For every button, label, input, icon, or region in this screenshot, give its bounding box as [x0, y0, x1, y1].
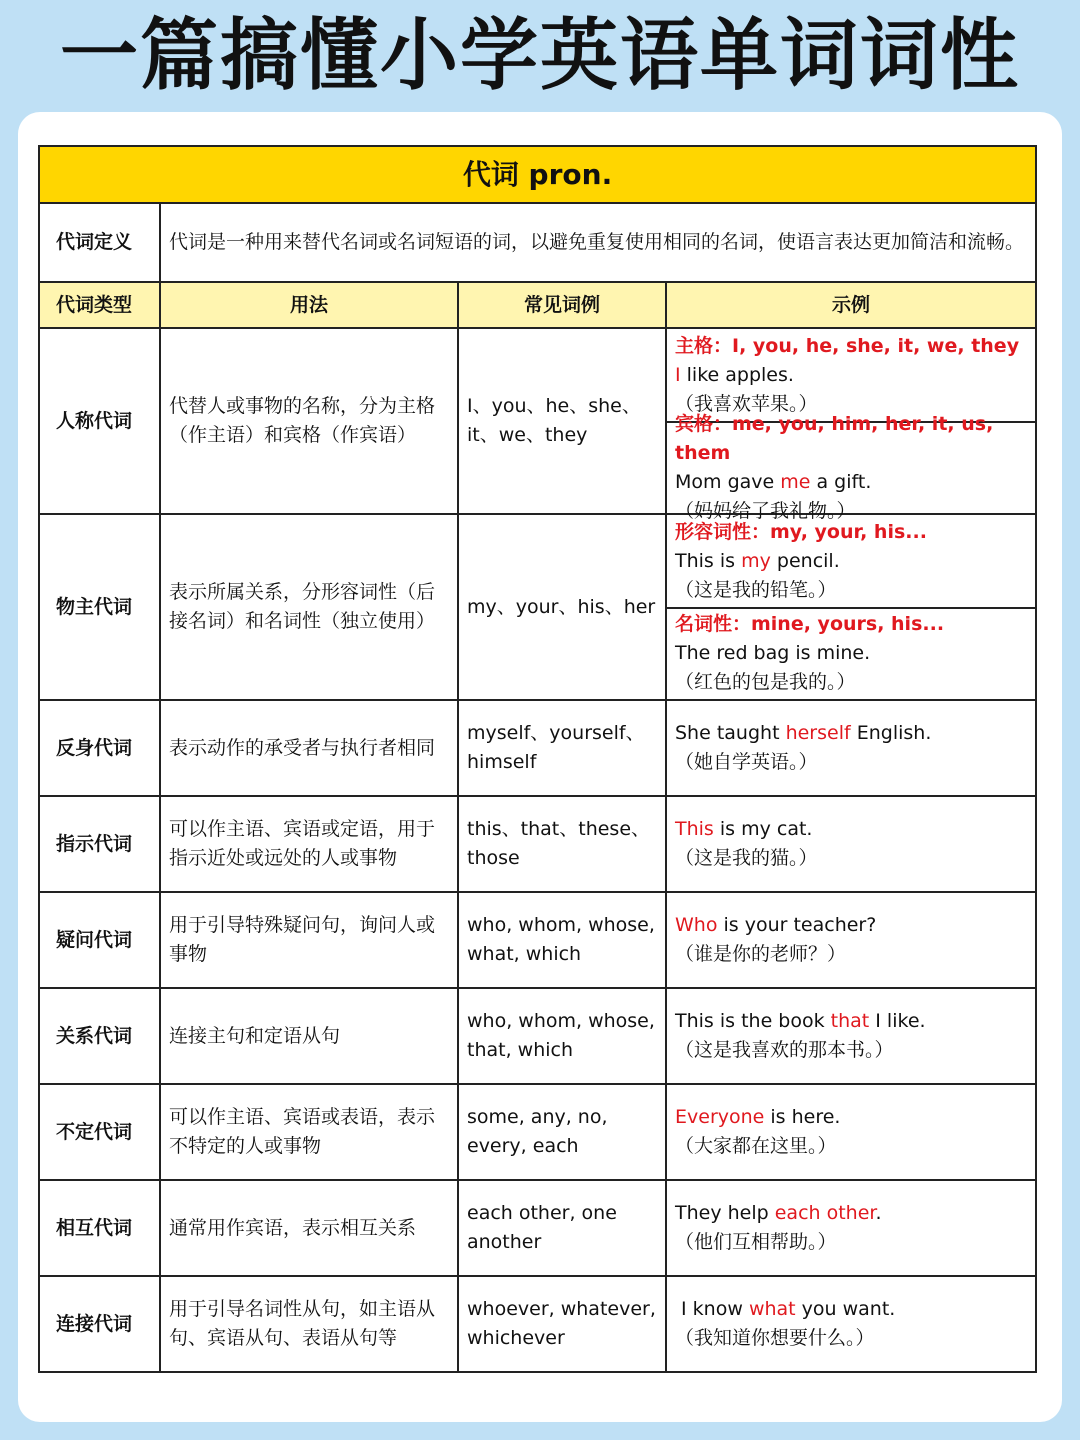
example-translation: （我喜欢苹果。）: [675, 393, 818, 415]
example-text: The red bag is mine.: [675, 642, 871, 664]
header-type: 代词类型: [39, 282, 160, 328]
table-banner: 代词 pron.: [39, 146, 1036, 203]
pronoun-words: who, whom, whose, what, which: [458, 892, 666, 988]
definition-label: 代词定义: [39, 203, 160, 282]
table-row: [39, 1084, 1036, 1180]
pronoun-usage: 代替人或事物的名称，分为主格（作主语）和宾格（作宾语）: [160, 328, 458, 514]
example-sentence: [675, 547, 1027, 576]
pronoun-usage: 连接主句和定语从句: [160, 988, 458, 1084]
example-text: like apples.: [680, 364, 794, 386]
example-block: [667, 701, 1035, 795]
example-translation: （他们互相帮助。）: [675, 1231, 837, 1253]
pronoun-usage: 表示动作的承受者与执行者相同: [160, 700, 458, 796]
example-highlight: I: [675, 364, 681, 386]
pronoun-usage: 通常用作宾语，表示相互关系: [160, 1180, 458, 1276]
example-highlight: each other: [774, 1202, 876, 1224]
example-block: [667, 797, 1035, 891]
example-highlight: that: [830, 1010, 870, 1032]
pronoun-type: 关系代词: [39, 988, 160, 1084]
example-sentence: [675, 815, 1027, 844]
pronoun-example-cell: [666, 328, 1036, 522]
pronoun-example-cell: [666, 1180, 1036, 1276]
example-sentence: [675, 911, 1027, 940]
example-text: I like.: [869, 1010, 926, 1032]
pronoun-example-cell: [666, 988, 1036, 1084]
example-text: English.: [850, 722, 932, 744]
example-heading: 形容词性：my, your, his...: [675, 521, 927, 543]
example-text: is my cat.: [713, 818, 813, 840]
example-sentence: [675, 1199, 1027, 1228]
example-translation: （这是我的铅笔。）: [675, 579, 837, 601]
pronoun-words: whoever, whatever, whichever: [458, 1276, 666, 1372]
pronoun-table: [38, 145, 1037, 1373]
example-translation: （她自学英语。）: [675, 751, 818, 773]
pronoun-type: 相互代词: [39, 1180, 160, 1276]
pronoun-type: 连接代词: [39, 1276, 160, 1372]
pronoun-words: each other, one another: [458, 1180, 666, 1276]
pronoun-type: 指示代词: [39, 796, 160, 892]
example-translation: （红色的包是我的。）: [675, 671, 856, 693]
example-block: [667, 412, 1035, 522]
example-highlight: what: [748, 1298, 796, 1320]
pronoun-type: 疑问代词: [39, 892, 160, 988]
pronoun-words: some, any, no, every, each: [458, 1084, 666, 1180]
example-highlight: my: [741, 550, 771, 572]
pronoun-example-cell: [666, 892, 1036, 988]
table-row: [39, 328, 1036, 514]
example-text: This is the book: [675, 1010, 831, 1032]
example-heading: 宾格：me, you, him, her, it, us, them: [675, 412, 994, 464]
table-row: [39, 700, 1036, 796]
example-sentence: [675, 1295, 1027, 1324]
table-row: [39, 1180, 1036, 1276]
example-sentence: [675, 719, 1027, 748]
example-block: [667, 1085, 1035, 1179]
pronoun-example-cell: [666, 1084, 1036, 1180]
pronoun-words: this、that、these、those: [458, 796, 666, 892]
example-block: [667, 607, 1035, 698]
example-translation: （我知道你想要什么。）: [675, 1327, 875, 1349]
pronoun-usage: 用于引导名词性从句，如主语从句、宾语从句、表语从句等: [160, 1276, 458, 1372]
example-translation: （谁是你的老师？）: [675, 943, 847, 965]
example-text: is your teacher?: [717, 914, 877, 936]
pronoun-type: 物主代词: [39, 514, 160, 700]
example-text: you want.: [795, 1298, 896, 1320]
pronoun-example-cell: [666, 796, 1036, 892]
example-sentence: [675, 639, 1027, 668]
example-sentence: [675, 361, 1027, 390]
example-highlight: Everyone: [675, 1106, 765, 1128]
example-translation: （妈妈给了我礼物。）: [675, 499, 856, 522]
page-title: 一篇搞懂小学英语单词词性: [59, 11, 1020, 101]
pronoun-type: 人称代词: [39, 328, 160, 514]
example-translation: （这是我的猫。）: [675, 847, 818, 869]
example-sentence: [675, 1103, 1027, 1132]
example-text: .: [875, 1202, 882, 1224]
pronoun-words: my、your、his、her: [458, 514, 666, 700]
example-text: a gift.: [810, 470, 872, 493]
example-block: [667, 330, 1035, 421]
example-text: is here.: [764, 1106, 841, 1128]
pronoun-words: I、you、he、she、it、we、they: [458, 328, 666, 514]
pronoun-usage: 表示所属关系，分形容词性（后接名词）和名词性（独立使用）: [160, 514, 458, 700]
example-heading: 主格：I, you, he, she, it, we, they: [675, 335, 1020, 357]
example-block: [667, 1181, 1035, 1275]
example-block: [667, 1277, 1035, 1371]
pronoun-example-cell: [666, 514, 1036, 700]
pronoun-words: who, whom, whose, that, which: [458, 988, 666, 1084]
example-text: They help: [675, 1202, 775, 1224]
example-heading: 名词性：mine, yours, his...: [675, 613, 945, 635]
pronoun-usage: 用于引导特殊疑问句，询问人或事物: [160, 892, 458, 988]
example-block: [667, 893, 1035, 987]
example-highlight: Who: [675, 914, 718, 936]
pronoun-type: 反身代词: [39, 700, 160, 796]
example-block: [667, 516, 1035, 607]
example-text: This is: [675, 550, 742, 572]
pronoun-words: myself、yourself、himself: [458, 700, 666, 796]
pronoun-usage: 可以作主语、宾语或表语，表示不特定的人或事物: [160, 1084, 458, 1180]
table-row: [39, 988, 1036, 1084]
table-row: [39, 796, 1036, 892]
example-highlight: This: [675, 818, 714, 840]
example-text: She taught: [675, 722, 786, 744]
example-text: pencil.: [770, 550, 840, 572]
table-row: [39, 892, 1036, 988]
definition-text: 代词是一种用来替代名词或名词短语的词，以避免重复使用相同的名词，使语言表达更加简洁和流畅。: [160, 203, 1036, 282]
table-row: [39, 1276, 1036, 1372]
example-sentence: [675, 1007, 1027, 1036]
header-words: 常见词例: [458, 282, 666, 328]
example-text: I know: [675, 1298, 749, 1320]
example-translation: （这是我喜欢的那本书。）: [675, 1039, 894, 1061]
example-highlight: herself: [785, 722, 851, 744]
example-translation: （大家都在这里。）: [675, 1135, 837, 1157]
example-sentence: [675, 468, 1027, 497]
header-examples: 示例: [666, 282, 1036, 328]
table-row: [39, 514, 1036, 700]
pronoun-example-cell: [666, 1276, 1036, 1372]
example-block: [667, 989, 1035, 1083]
pronoun-example-cell: [666, 700, 1036, 796]
example-text: Mom gave: [675, 470, 781, 493]
header-usage: 用法: [160, 282, 458, 328]
pronoun-usage: 可以作主语、宾语或定语，用于指示近处或远处的人或事物: [160, 796, 458, 892]
pronoun-type: 不定代词: [39, 1084, 160, 1180]
example-highlight: me: [780, 470, 811, 493]
